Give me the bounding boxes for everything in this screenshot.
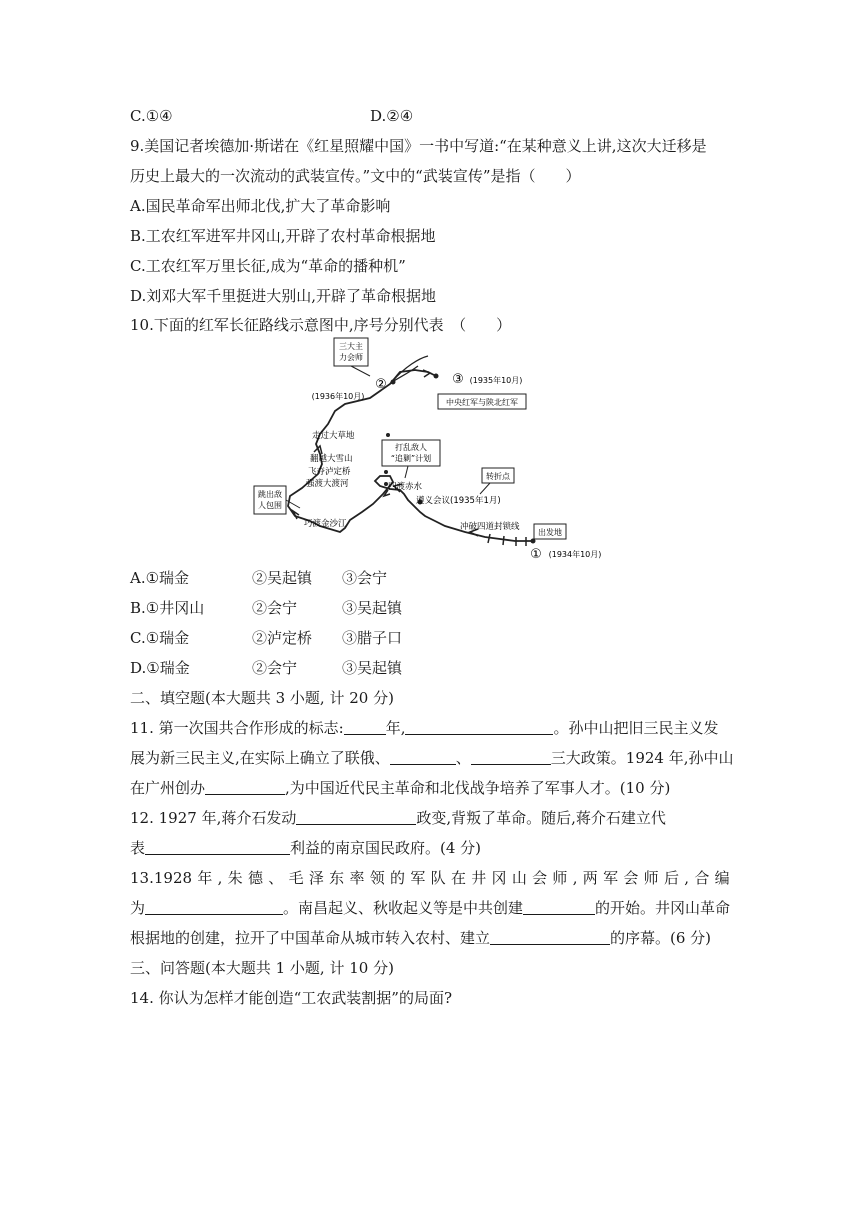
label-date-2: (1936年10月) xyxy=(311,392,365,401)
q11-text-5: 、 xyxy=(455,749,471,767)
label-circle-3: ③ xyxy=(452,372,464,387)
q10-option-c xyxy=(130,628,402,648)
q9-option-a: A.国民革命军出师北伐,扩大了革命影响 xyxy=(130,197,391,215)
q13-text-6: 的序幕。(6 分) xyxy=(610,929,712,947)
q13-char: 领 xyxy=(369,869,385,887)
q11-blank-policy-2[interactable] xyxy=(390,749,456,765)
q13-char: 东 xyxy=(329,869,345,887)
q13-line2 xyxy=(130,898,730,918)
q13-char: 在 xyxy=(450,869,466,887)
q10-option-d-1: D.①瑞金 xyxy=(130,659,190,677)
label-start: 出发地 xyxy=(538,528,562,537)
q13-char: 毛 xyxy=(288,869,304,887)
label-meet-1: 三大主 xyxy=(339,342,363,351)
q10-option-a-1: A.①瑞金 xyxy=(130,569,190,587)
q13-char: 朱 xyxy=(227,869,243,887)
label-date-3: (1935年10月) xyxy=(469,376,523,385)
label-chase-2: “追剿”计划 xyxy=(390,454,432,463)
q13-line1 xyxy=(130,868,730,888)
label-shaanbei: 中央红军与陕北红军 xyxy=(446,398,518,407)
q13-char: 泽 xyxy=(308,869,324,887)
q13-text-5: 根据地的创建，拉开了中国革命从城市转入农村、建立 xyxy=(130,929,491,947)
label-dadu: 强渡大渡河 xyxy=(306,479,349,489)
q11-text-2: 年, xyxy=(385,719,406,737)
q13-char: 后 xyxy=(663,869,679,887)
q11-line1 xyxy=(130,718,718,738)
q13-char: 井 xyxy=(471,869,487,887)
label-escape-2: 人包围 xyxy=(258,501,282,510)
q10-option-d xyxy=(130,658,402,678)
q13-char: 德 xyxy=(247,869,263,887)
q13-blank-establish[interactable] xyxy=(490,929,610,945)
label-circle-2: ② xyxy=(375,377,387,392)
q10-option-d-3: ③吴起镇 xyxy=(342,659,403,677)
q13-char: 会 xyxy=(532,869,548,887)
label-escape-1: 跳出敌 xyxy=(258,490,282,499)
q13-char: , xyxy=(572,869,578,887)
q11-blank-symbol[interactable] xyxy=(405,719,553,735)
q14-stem: 14. 你认为怎样才能创造“工农武装割据”的局面? xyxy=(130,989,453,1007)
blockade-tick-2 xyxy=(503,536,504,545)
q13-blank-create[interactable] xyxy=(523,899,595,915)
label-grassland: 走过大草地 xyxy=(312,431,355,441)
q12-blank-coup[interactable] xyxy=(296,809,416,825)
q12-text-3: 表 xyxy=(130,839,146,857)
label-zunyi: 遵义会议(1935年1月) xyxy=(416,496,501,506)
label-jinsha: 巧渡金沙江 xyxy=(304,519,347,529)
q11-blank-policy-3[interactable] xyxy=(471,749,551,765)
q10-option-a-3: ③会宁 xyxy=(342,569,388,587)
q11-text-3: 。孙中山把旧三民主义发 xyxy=(553,719,719,737)
q13-text-3: 。南昌起义、秋收起义等是中共创建 xyxy=(283,899,524,917)
q13-char: 会 xyxy=(623,869,639,887)
q13-char: 、 xyxy=(268,869,284,887)
q12-line1 xyxy=(130,808,666,828)
q8-option-c: C.①④ xyxy=(130,107,173,125)
q11-line3 xyxy=(130,778,670,798)
point-grassland xyxy=(386,433,390,437)
point-luding xyxy=(384,470,388,474)
q10-option-c-2: ②泸定桥 xyxy=(252,629,313,647)
q13-char: 13.1928 xyxy=(130,869,193,887)
point-meeting xyxy=(391,380,396,385)
q11-blank-school[interactable] xyxy=(205,779,285,795)
q11-text-6: 三大政策。1924 年,孙中山 xyxy=(550,749,734,767)
long-march-route-map xyxy=(250,336,620,566)
q13-char: 年 xyxy=(197,869,213,887)
q10-option-a xyxy=(130,568,387,588)
q10-option-b-3: ③吴起镇 xyxy=(342,599,403,617)
q13-text-2: 为 xyxy=(130,899,146,917)
pointer-turn xyxy=(480,483,490,494)
q13-char: 师 xyxy=(643,869,659,887)
q13-char: 编 xyxy=(714,869,730,887)
q10-option-b-1: B.①井冈山 xyxy=(130,599,205,617)
q10-option-b xyxy=(130,598,402,618)
q9-stem-line1: 9.美国记者埃德加·斯诺在《红星照耀中国》一书中写道:“在某种意义上讲,这次大迁移是 xyxy=(130,137,707,155)
q13-char: 两 xyxy=(582,869,598,887)
label-circle-1: ① xyxy=(530,547,542,562)
q9-option-d: D.刘邓大军千里挺进大别山,开辟了革命根据地 xyxy=(130,287,437,305)
q11-text-7: 在广州创办 xyxy=(130,779,206,797)
q10-option-c-1: C.①瑞金 xyxy=(130,629,190,647)
q10-stem: 10.下面的红军长征路线示意图中,序号分别代表 （ ） xyxy=(130,316,512,334)
point-3 xyxy=(434,374,439,379)
route-arrow-6 xyxy=(423,370,430,377)
q9-stem-line2: 历史上最大的一次流动的武装宣传。”文中的“武装宣传”是指（ ） xyxy=(130,167,581,185)
label-meet-2: 力会师 xyxy=(339,353,363,362)
q12-line2 xyxy=(130,838,481,858)
pointer-meet xyxy=(351,366,370,376)
q13-char: 率 xyxy=(349,869,365,887)
label-chishui: 四渡赤水 xyxy=(388,482,423,492)
q9-option-b: B.工农红军进军井冈山,开辟了农村革命根据地 xyxy=(130,227,436,245)
label-date-1: (1934年10月) xyxy=(548,550,602,559)
label-luding: 飞夺泸定桥 xyxy=(308,467,351,477)
q13-char: , xyxy=(217,869,223,887)
section-2-heading: 二、填空题(本大题共 3 小题, 计 20 分) xyxy=(130,689,394,707)
label-chase-1: 打乱敌人 xyxy=(395,443,427,452)
q13-blank-army[interactable] xyxy=(145,899,283,915)
q11-line2 xyxy=(130,748,734,768)
q8-option-d: D.②④ xyxy=(370,107,414,125)
q12-text-1: 12. 1927 年,蒋介石发动 xyxy=(130,809,297,827)
q13-char: 队 xyxy=(430,869,446,887)
section-3-heading: 三、问答题(本大题共 1 小题, 计 10 分) xyxy=(130,959,394,977)
q13-char: 师 xyxy=(552,869,568,887)
q13-char: 军 xyxy=(603,869,619,887)
q11-text-4: 展为新三民主义,在实际上确立了联俄、 xyxy=(130,749,390,767)
q13-char: 军 xyxy=(410,869,426,887)
q11-text-8: ,为中国近代民主革命和北伐战争培养了军事人才。(10 分) xyxy=(285,779,671,797)
q10-option-d-2: ②会宁 xyxy=(252,659,298,677)
label-snow: 翻越大雪山 xyxy=(310,454,353,464)
q10-option-b-2: ②会宁 xyxy=(252,599,298,617)
q11-blank-year[interactable] xyxy=(344,719,386,735)
q13-char: 的 xyxy=(390,869,406,887)
label-blockade: 冲破四道封锁线 xyxy=(460,522,520,532)
q11-text-1: 11. 第一次国共合作形成的标志: xyxy=(130,719,344,737)
q12-text-2: 政变,背叛了革命。随后,蒋介石建立代 xyxy=(416,809,666,827)
q12-text-4: 利益的南京国民政府。(4 分) xyxy=(290,839,482,857)
q9-option-c: C.工农红军万里长征,成为“革命的播种机” xyxy=(130,257,406,275)
blockade-tick-1 xyxy=(488,534,490,543)
q10-option-c-3: ③腊子口 xyxy=(342,629,403,647)
q13-char: , xyxy=(684,869,690,887)
q13-text-4: 的开始。井冈山革命 xyxy=(595,899,731,917)
pointer-chase xyxy=(405,466,408,478)
q13-char: 冈 xyxy=(491,869,507,887)
q13-char: 合 xyxy=(694,869,710,887)
label-turn: 转折点 xyxy=(486,472,510,481)
q13-line3 xyxy=(130,928,711,948)
q10-option-a-2: ②吴起镇 xyxy=(252,569,313,587)
q13-char: 山 xyxy=(511,869,527,887)
q12-blank-interest[interactable] xyxy=(145,839,290,855)
